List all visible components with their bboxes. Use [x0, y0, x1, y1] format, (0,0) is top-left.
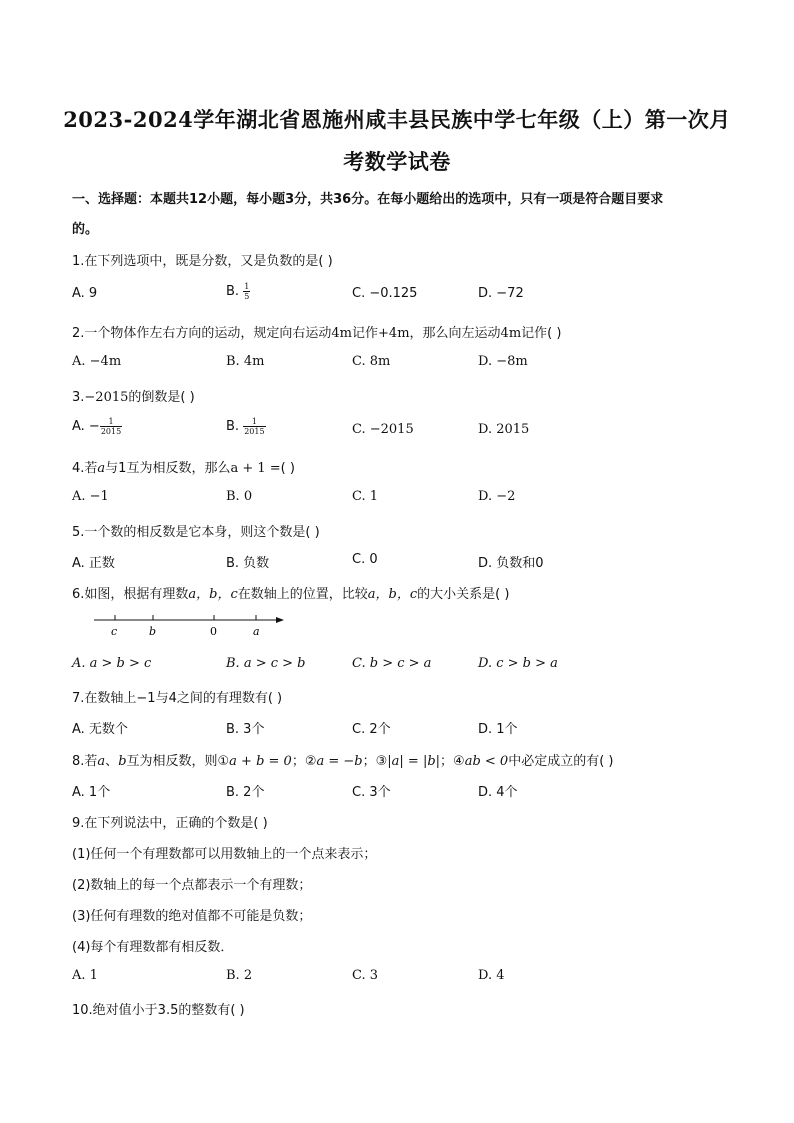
stem-text: 中必定成立的有( )	[508, 754, 614, 769]
question-8-stem	[72, 750, 613, 769]
question-1-option-b	[226, 282, 250, 301]
stem-text: 记作( )	[521, 326, 562, 341]
fraction	[243, 417, 265, 436]
question-4-option-a: A. −1	[72, 489, 109, 504]
option-label: B.	[226, 419, 244, 434]
fraction-denominator: 2015	[100, 427, 122, 436]
question-6-stem	[72, 583, 509, 602]
fraction-denominator: 5	[244, 292, 250, 301]
stem-math: 4m	[500, 326, 522, 341]
question-5-stem: 5.一个数的相反数是它本身，则这个数是( )	[72, 525, 320, 540]
question-2-option-a: A. −4m	[72, 354, 122, 369]
question-9-option-b: B. 2	[226, 968, 253, 983]
fraction	[100, 417, 122, 436]
fraction	[243, 282, 250, 301]
axis-label-b: b	[149, 625, 157, 638]
stem-math: a + 1 =	[230, 461, 281, 476]
stem-text: 与1互为相反数，那么	[105, 461, 231, 476]
question-4-stem	[72, 457, 295, 476]
question-4-option-b: B. 0	[226, 489, 253, 504]
stem-text: ；④	[440, 754, 465, 769]
question-8-option-c: C. 3个	[352, 785, 391, 800]
axis-label-zero: 0	[210, 625, 217, 638]
stem-text: ；②	[291, 754, 317, 769]
option-label: B.	[226, 284, 244, 299]
question-2-stem	[72, 322, 561, 341]
question-8-option-a: A. 1个	[72, 785, 111, 800]
question-3-option-a	[72, 417, 122, 436]
question-9-stem: 9.在下列说法中，正确的个数是( )	[72, 816, 268, 831]
question-10-stem: 10.绝对值小于3.5的整数有( )	[72, 1003, 245, 1018]
stem-math: a，b，c	[188, 587, 238, 602]
question-2-option-b: B. 4m	[226, 354, 265, 369]
stem-math: +4m	[378, 326, 410, 341]
stem-text: ，那么向左运动	[409, 326, 501, 341]
stem-text: 的大小关系是( )	[417, 587, 510, 602]
fraction-numerator: 1	[243, 417, 265, 427]
question-3-option-c: C. −2015	[352, 422, 414, 437]
stem-text: 6.如图，根据有理数	[72, 587, 189, 602]
section-heading-cont: 的。	[72, 222, 99, 237]
stem-math: a	[97, 754, 106, 769]
stem-math: −2015	[84, 390, 129, 405]
question-1-option-d: D. −72	[478, 286, 524, 301]
stem-text: 的倒数是( )	[128, 390, 195, 405]
stem-math: a + b = 0	[229, 754, 292, 769]
question-5-option-a: A. 正数	[72, 556, 115, 571]
question-4-option-d: D. −2	[478, 489, 516, 504]
stem-math: 4m	[331, 326, 353, 341]
question-9-option-a: A. 1	[72, 968, 98, 983]
fraction-numerator: 1	[244, 282, 250, 291]
stem-text: 在数轴上的位置，比较	[237, 587, 368, 602]
stem-text: 互为相反数，则①	[126, 754, 230, 769]
question-6-option-b: B. a > c > b	[226, 656, 306, 671]
question-7-option-c: C. 2个	[352, 722, 391, 737]
number-line-figure	[90, 612, 290, 642]
question-5-option-b: B. 负数	[226, 556, 270, 571]
axis-label-c: c	[111, 625, 118, 638]
stem-math: |a| = |b|	[387, 754, 441, 769]
question-8-option-b: B. 2个	[226, 785, 265, 800]
axis-label-a: a	[253, 625, 260, 638]
question-9-option-c: C. 3	[352, 968, 379, 983]
question-7-stem: 7.在数轴上−1与4之间的有理数有( )	[72, 691, 283, 706]
question-2-option-c: C. 8m	[352, 354, 391, 369]
question-1-stem: 1.在下列选项中，既是分数，又是负数的是( )	[72, 254, 333, 269]
stem-text: 8.若	[72, 754, 98, 769]
stem-text: 记作	[352, 326, 379, 341]
stem-text: ( )	[280, 461, 295, 476]
stem-math: b	[118, 754, 127, 769]
exam-title-line2: 考数学试卷	[343, 149, 451, 174]
question-7-option-b: B. 3个	[226, 722, 265, 737]
section-heading: 一、选择题：本题共12小题，每小题3分，共36分。在每小题给出的选项中，只有一项是符合题目要求	[72, 192, 664, 207]
fraction-numerator: 1	[100, 417, 122, 427]
question-3-option-b	[226, 417, 266, 436]
stem-text: ；③	[362, 754, 388, 769]
stem-text: 3.	[72, 390, 85, 405]
question-9-statement-2: (2)数轴上的每一个点都表示一个有理数；	[72, 878, 312, 893]
question-8-option-d: D. 4个	[478, 785, 518, 800]
question-2-option-d: D. −8m	[478, 354, 528, 369]
stem-math: a	[97, 461, 106, 476]
fraction-denominator: 2015	[244, 427, 265, 436]
stem-math: ab < 0	[464, 754, 509, 769]
question-9-statement-4: (4)每个有理数都有相反数．	[72, 940, 234, 955]
stem-text: 2.一个物体作左右方向的运动，规定向右运动	[72, 326, 332, 341]
stem-math: a，b，c	[367, 587, 418, 602]
question-1-option-c: C. −0.125	[352, 286, 418, 301]
option-label: A. −	[72, 419, 100, 434]
exam-title-line1: 2023-2024学年湖北省恩施州咸丰县民族中学七年级（上）第一次月	[63, 107, 731, 132]
question-9-statement-1: (1)任何一个有理数都可以用数轴上的一个点来表示；	[72, 847, 377, 862]
question-4-option-c: C. 1	[352, 489, 379, 504]
question-6-option-d: D. c > b > a	[478, 656, 558, 671]
question-9-option-d: D. 4	[478, 968, 505, 983]
stem-text: 、	[105, 754, 119, 769]
question-9-statement-3: (3)任何有理数的绝对值都不可能是负数；	[72, 909, 312, 924]
number-line-arrow	[276, 617, 284, 623]
question-6-option-a: A. a > b > c	[72, 656, 152, 671]
stem-math: a = −b	[316, 754, 363, 769]
question-7-option-d: D. 1个	[478, 722, 518, 737]
question-1-option-a: A. 9	[72, 286, 98, 301]
question-3-stem	[72, 386, 195, 405]
question-5-option-d: D. 负数和0	[478, 556, 544, 571]
question-5-option-c: C. 0	[352, 552, 378, 567]
question-7-option-a: A. 无数个	[72, 722, 128, 737]
stem-text: 4.若	[72, 461, 98, 476]
question-3-option-d: D. 2015	[478, 422, 530, 437]
question-6-option-c: C. b > c > a	[352, 656, 432, 671]
